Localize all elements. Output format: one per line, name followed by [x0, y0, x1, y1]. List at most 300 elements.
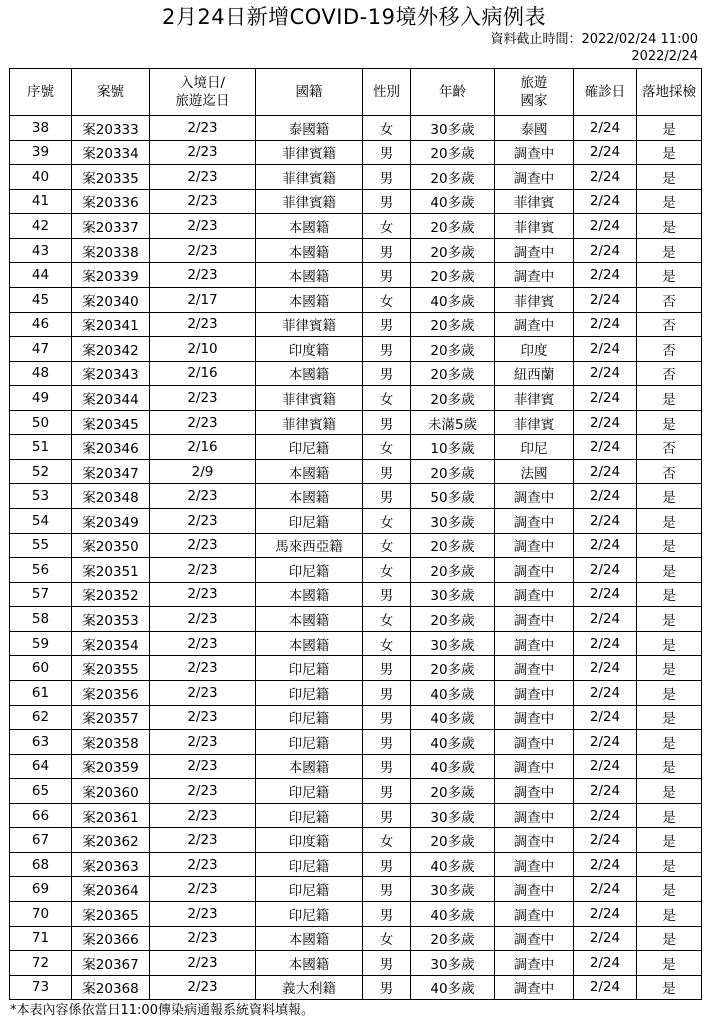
cell-case: 案20359: [72, 754, 150, 779]
cell-nationality: 本國籍: [256, 484, 363, 509]
cell-seq: 57: [10, 582, 72, 607]
cell-nationality: 泰國籍: [256, 116, 363, 141]
cell-age: 30多歲: [411, 877, 495, 902]
cell-sex: 男: [363, 852, 411, 877]
cell-entry: 2/23: [150, 705, 256, 730]
cell-tested: 是: [637, 779, 702, 804]
cell-travel: 調查中: [495, 533, 574, 558]
cell-sex: 男: [363, 656, 411, 681]
cell-tested: 是: [637, 582, 702, 607]
cell-travel: 調查中: [495, 680, 574, 705]
cell-sex: 男: [363, 410, 411, 435]
cell-tested: 是: [637, 410, 702, 435]
cell-nationality: 菲律賓籍: [256, 189, 363, 214]
column-header-confirmed-line: 確診日: [584, 84, 626, 100]
cell-nationality: 本國籍: [256, 631, 363, 656]
column-header-nationality-line: 國籍: [295, 84, 323, 100]
cell-age: 20多歲: [411, 263, 495, 288]
cell-nationality: 印尼籍: [256, 730, 363, 755]
cell-travel: 調查中: [495, 484, 574, 509]
cell-confirmed: 2/24: [574, 779, 637, 804]
cell-tested: 是: [637, 951, 702, 976]
cell-entry: 2/23: [150, 779, 256, 804]
cell-travel: 調查中: [495, 754, 574, 779]
cell-confirmed: 2/24: [574, 680, 637, 705]
cell-tested: 是: [637, 705, 702, 730]
data-cutoff-time: 資料截止時間：2022/02/24 11:00: [490, 32, 698, 47]
cell-tested: 是: [637, 533, 702, 558]
cell-seq: 50: [10, 410, 72, 435]
cell-sex: 女: [363, 386, 411, 411]
cell-tested: 是: [637, 680, 702, 705]
column-header-tested: [637, 69, 702, 116]
cell-sex: 男: [363, 238, 411, 263]
cell-seq: 48: [10, 361, 72, 386]
case-table: [9, 68, 702, 1000]
cell-entry: 2/23: [150, 509, 256, 534]
column-header-sex-line: 性別: [373, 84, 400, 100]
table-row: [10, 287, 702, 312]
cell-seq: 55: [10, 533, 72, 558]
cell-seq: 42: [10, 214, 72, 239]
cell-confirmed: 2/24: [574, 951, 637, 976]
table-body: [10, 116, 702, 1000]
table-row: [10, 214, 702, 239]
table-row: [10, 435, 702, 460]
cell-seq: 59: [10, 631, 72, 656]
cell-case: 案20354: [72, 631, 150, 656]
cell-sex: 女: [363, 435, 411, 460]
cell-travel: 印度: [495, 337, 574, 362]
table-row: [10, 975, 702, 1000]
column-header-sex: [363, 69, 411, 116]
column-header-seq-line: 序號: [27, 84, 54, 100]
table-row: [10, 607, 702, 632]
cell-case: 案20361: [72, 803, 150, 828]
footnote: *本表內容係依當日11:00傳染病通報系統資料填報。: [10, 1003, 314, 1018]
cell-age: 40多歲: [411, 189, 495, 214]
cell-case: 案20335: [72, 165, 150, 190]
cell-seq: 58: [10, 607, 72, 632]
cell-travel: 調查中: [495, 951, 574, 976]
cell-sex: 男: [363, 803, 411, 828]
cell-travel: 調查中: [495, 140, 574, 165]
cell-entry: 2/23: [150, 852, 256, 877]
cell-travel: 調查中: [495, 852, 574, 877]
cell-sex: 女: [363, 509, 411, 534]
cell-nationality: 印尼籍: [256, 656, 363, 681]
cell-tested: 否: [637, 459, 702, 484]
cell-case: 案20334: [72, 140, 150, 165]
cell-travel: 調查中: [495, 902, 574, 927]
cell-nationality: 本國籍: [256, 238, 363, 263]
cell-tested: 否: [637, 337, 702, 362]
cell-tested: 是: [637, 386, 702, 411]
cell-travel: 調查中: [495, 509, 574, 534]
cell-age: 40多歲: [411, 754, 495, 779]
cell-case: 案20340: [72, 287, 150, 312]
cell-age: 20多歲: [411, 656, 495, 681]
cell-nationality: 本國籍: [256, 263, 363, 288]
table-row: [10, 852, 702, 877]
cell-sex: 男: [363, 165, 411, 190]
cell-travel: 菲律賓: [495, 410, 574, 435]
report-date: 2022/2/24: [631, 49, 698, 64]
cell-confirmed: 2/24: [574, 754, 637, 779]
cell-sex: 女: [363, 533, 411, 558]
column-header-travel: [495, 69, 574, 116]
cell-sex: 男: [363, 779, 411, 804]
cell-entry: 2/23: [150, 754, 256, 779]
cell-entry: 2/16: [150, 361, 256, 386]
cell-case: 案20343: [72, 361, 150, 386]
cell-travel: 菲律賓: [495, 386, 574, 411]
cell-seq: 39: [10, 140, 72, 165]
table-row: [10, 828, 702, 853]
cell-tested: 是: [637, 238, 702, 263]
cell-travel: 法國: [495, 459, 574, 484]
cell-entry: 2/23: [150, 951, 256, 976]
cell-entry: 2/23: [150, 140, 256, 165]
table-row: [10, 238, 702, 263]
cell-entry: 2/23: [150, 533, 256, 558]
cell-case: 案20338: [72, 238, 150, 263]
cell-confirmed: 2/24: [574, 509, 637, 534]
cell-seq: 53: [10, 484, 72, 509]
cell-sex: 男: [363, 337, 411, 362]
table-row: [10, 730, 702, 755]
cell-seq: 60: [10, 656, 72, 681]
cell-confirmed: 2/24: [574, 975, 637, 1000]
cell-travel: 印尼: [495, 435, 574, 460]
cell-entry: 2/23: [150, 410, 256, 435]
cell-seq: 64: [10, 754, 72, 779]
cell-entry: 2/23: [150, 607, 256, 632]
cell-sex: 女: [363, 116, 411, 141]
cell-tested: 是: [637, 509, 702, 534]
cell-confirmed: 2/24: [574, 803, 637, 828]
cell-tested: 否: [637, 312, 702, 337]
table-row: [10, 926, 702, 951]
cell-nationality: 菲律賓籍: [256, 312, 363, 337]
cell-confirmed: 2/24: [574, 140, 637, 165]
column-header-case: [72, 69, 150, 116]
cell-confirmed: 2/24: [574, 705, 637, 730]
cell-confirmed: 2/24: [574, 435, 637, 460]
cell-sex: 男: [363, 189, 411, 214]
cell-entry: 2/23: [150, 803, 256, 828]
table-row: [10, 484, 702, 509]
cell-age: 20多歲: [411, 312, 495, 337]
cell-case: 案20358: [72, 730, 150, 755]
cell-travel: 調查中: [495, 877, 574, 902]
cell-seq: 49: [10, 386, 72, 411]
cell-seq: 51: [10, 435, 72, 460]
cell-sex: 男: [363, 582, 411, 607]
cell-entry: 2/23: [150, 828, 256, 853]
cell-seq: 69: [10, 877, 72, 902]
cell-case: 案20347: [72, 459, 150, 484]
cell-confirmed: 2/24: [574, 189, 637, 214]
column-header-entry: [150, 69, 256, 116]
cell-tested: 是: [637, 803, 702, 828]
cell-seq: 45: [10, 287, 72, 312]
cell-seq: 56: [10, 558, 72, 583]
cell-sex: 女: [363, 828, 411, 853]
cell-sex: 男: [363, 754, 411, 779]
cell-case: 案20336: [72, 189, 150, 214]
cell-tested: 是: [637, 558, 702, 583]
cell-age: 30多歲: [411, 116, 495, 141]
column-header-entry-line: 旅遊迄日: [175, 93, 230, 109]
table-row: [10, 631, 702, 656]
cell-travel: 調查中: [495, 582, 574, 607]
table-row: [10, 582, 702, 607]
column-header-tested-line: 落地採檢: [642, 84, 696, 100]
cell-nationality: 印度籍: [256, 828, 363, 853]
cell-tested: 是: [637, 754, 702, 779]
cell-age: 30多歲: [411, 803, 495, 828]
cell-case: 案20344: [72, 386, 150, 411]
cell-case: 案20351: [72, 558, 150, 583]
cell-travel: 調查中: [495, 926, 574, 951]
cell-seq: 62: [10, 705, 72, 730]
cell-sex: 男: [363, 484, 411, 509]
cell-seq: 46: [10, 312, 72, 337]
cell-nationality: 印尼籍: [256, 902, 363, 927]
cell-tested: 是: [637, 730, 702, 755]
cell-case: 案20362: [72, 828, 150, 853]
cell-travel: 菲律賓: [495, 214, 574, 239]
cell-confirmed: 2/24: [574, 312, 637, 337]
cell-confirmed: 2/24: [574, 926, 637, 951]
cell-confirmed: 2/24: [574, 116, 637, 141]
cell-tested: 否: [637, 361, 702, 386]
cell-case: 案20348: [72, 484, 150, 509]
cell-entry: 2/23: [150, 902, 256, 927]
cell-tested: 是: [637, 877, 702, 902]
cell-sex: 女: [363, 287, 411, 312]
cell-confirmed: 2/24: [574, 410, 637, 435]
cell-age: 40多歲: [411, 852, 495, 877]
cell-travel: 調查中: [495, 705, 574, 730]
cell-case: 案20367: [72, 951, 150, 976]
cell-nationality: 本國籍: [256, 214, 363, 239]
cell-age: 20多歲: [411, 558, 495, 583]
cell-sex: 男: [363, 877, 411, 902]
cell-tested: 是: [637, 852, 702, 877]
cell-travel: 菲律賓: [495, 287, 574, 312]
cell-case: 案20365: [72, 902, 150, 927]
cell-age: 20多歲: [411, 140, 495, 165]
cell-age: 20多歲: [411, 386, 495, 411]
table-row: [10, 754, 702, 779]
cell-confirmed: 2/24: [574, 361, 637, 386]
cell-tested: 是: [637, 214, 702, 239]
header-row: [10, 69, 702, 116]
cell-age: 20多歲: [411, 828, 495, 853]
table-row: [10, 361, 702, 386]
table-row: [10, 116, 702, 141]
cell-nationality: 印尼籍: [256, 803, 363, 828]
cell-age: 30多歲: [411, 951, 495, 976]
cell-entry: 2/23: [150, 877, 256, 902]
cell-sex: 女: [363, 631, 411, 656]
cell-travel: 調查中: [495, 238, 574, 263]
cell-seq: 67: [10, 828, 72, 853]
cell-confirmed: 2/24: [574, 238, 637, 263]
cell-age: 30多歲: [411, 631, 495, 656]
cell-case: 案20366: [72, 926, 150, 951]
table-row: [10, 558, 702, 583]
cell-age: 20多歲: [411, 238, 495, 263]
cell-seq: 71: [10, 926, 72, 951]
cell-case: 案20341: [72, 312, 150, 337]
cell-travel: 菲律賓: [495, 189, 574, 214]
cell-seq: 66: [10, 803, 72, 828]
cell-confirmed: 2/24: [574, 558, 637, 583]
table-row: [10, 877, 702, 902]
table-row: [10, 165, 702, 190]
cell-confirmed: 2/24: [574, 263, 637, 288]
cell-seq: 54: [10, 509, 72, 534]
cell-sex: 男: [363, 951, 411, 976]
cell-entry: 2/23: [150, 386, 256, 411]
cell-case: 案20345: [72, 410, 150, 435]
cell-nationality: 本國籍: [256, 582, 363, 607]
cell-nationality: 印尼籍: [256, 852, 363, 877]
cell-age: 20多歲: [411, 779, 495, 804]
column-header-seq: [10, 69, 72, 116]
cell-seq: 68: [10, 852, 72, 877]
column-header-case-line: 案號: [97, 84, 124, 100]
cell-nationality: 本國籍: [256, 287, 363, 312]
cell-entry: 2/16: [150, 435, 256, 460]
cell-nationality: 印尼籍: [256, 435, 363, 460]
cell-age: 40多歲: [411, 975, 495, 1000]
column-header-age: [411, 69, 495, 116]
cell-age: 40多歲: [411, 680, 495, 705]
cell-confirmed: 2/24: [574, 484, 637, 509]
table-row: [10, 705, 702, 730]
table-row: [10, 509, 702, 534]
cell-entry: 2/23: [150, 730, 256, 755]
cell-tested: 是: [637, 828, 702, 853]
table-row: [10, 263, 702, 288]
cell-tested: 是: [637, 902, 702, 927]
cell-seq: 52: [10, 459, 72, 484]
cell-confirmed: 2/24: [574, 656, 637, 681]
cell-entry: 2/17: [150, 287, 256, 312]
cell-age: 20多歲: [411, 337, 495, 362]
cell-tested: 是: [637, 656, 702, 681]
cell-case: 案20353: [72, 607, 150, 632]
cell-seq: 47: [10, 337, 72, 362]
cell-travel: 調查中: [495, 263, 574, 288]
cell-case: 案20350: [72, 533, 150, 558]
cell-entry: 2/23: [150, 263, 256, 288]
cell-age: 30多歲: [411, 582, 495, 607]
cell-tested: 是: [637, 263, 702, 288]
cell-case: 案20346: [72, 435, 150, 460]
cell-confirmed: 2/24: [574, 459, 637, 484]
cell-travel: 泰國: [495, 116, 574, 141]
cell-nationality: 印尼籍: [256, 680, 363, 705]
cell-travel: 調查中: [495, 828, 574, 853]
cell-sex: 男: [363, 312, 411, 337]
cell-confirmed: 2/24: [574, 582, 637, 607]
cell-tested: 是: [637, 631, 702, 656]
cell-nationality: 菲律賓籍: [256, 386, 363, 411]
cell-travel: 調查中: [495, 656, 574, 681]
cell-entry: 2/23: [150, 214, 256, 239]
cell-sex: 男: [363, 140, 411, 165]
table-row: [10, 656, 702, 681]
cell-tested: 否: [637, 287, 702, 312]
column-header-confirmed: [574, 69, 637, 116]
cell-nationality: 本國籍: [256, 607, 363, 632]
cell-case: 案20349: [72, 509, 150, 534]
cell-age: 40多歲: [411, 902, 495, 927]
cell-case: 案20356: [72, 680, 150, 705]
cell-confirmed: 2/24: [574, 852, 637, 877]
cell-seq: 38: [10, 116, 72, 141]
cell-confirmed: 2/24: [574, 877, 637, 902]
cell-nationality: 義大利籍: [256, 975, 363, 1000]
cell-entry: 2/23: [150, 680, 256, 705]
cell-case: 案20355: [72, 656, 150, 681]
cell-seq: 43: [10, 238, 72, 263]
cell-travel: 調查中: [495, 165, 574, 190]
cell-nationality: 本國籍: [256, 361, 363, 386]
cell-entry: 2/23: [150, 238, 256, 263]
table-row: [10, 386, 702, 411]
cell-seq: 41: [10, 189, 72, 214]
cell-confirmed: 2/24: [574, 631, 637, 656]
table-row: [10, 312, 702, 337]
table-row: [10, 902, 702, 927]
cell-travel: 調查中: [495, 312, 574, 337]
cell-age: 30多歲: [411, 509, 495, 534]
cell-confirmed: 2/24: [574, 214, 637, 239]
cell-case: 案20363: [72, 852, 150, 877]
cell-sex: 男: [363, 902, 411, 927]
cell-case: 案20337: [72, 214, 150, 239]
cell-entry: 2/23: [150, 975, 256, 1000]
cell-age: 20多歲: [411, 165, 495, 190]
cell-seq: 44: [10, 263, 72, 288]
cell-nationality: 印尼籍: [256, 779, 363, 804]
cell-entry: 2/23: [150, 189, 256, 214]
cell-travel: 調查中: [495, 730, 574, 755]
cell-entry: 2/23: [150, 656, 256, 681]
cell-travel: 調查中: [495, 975, 574, 1000]
cell-tested: 是: [637, 189, 702, 214]
cell-age: 20多歲: [411, 533, 495, 558]
cell-travel: 調查中: [495, 558, 574, 583]
cell-age: 20多歲: [411, 214, 495, 239]
cell-entry: 2/9: [150, 459, 256, 484]
cell-entry: 2/23: [150, 582, 256, 607]
cell-confirmed: 2/24: [574, 730, 637, 755]
cell-sex: 女: [363, 607, 411, 632]
cell-sex: 男: [363, 705, 411, 730]
cell-entry: 2/23: [150, 631, 256, 656]
cell-nationality: 本國籍: [256, 926, 363, 951]
cell-nationality: 印尼籍: [256, 877, 363, 902]
cell-sex: 男: [363, 263, 411, 288]
cell-nationality: 菲律賓籍: [256, 140, 363, 165]
